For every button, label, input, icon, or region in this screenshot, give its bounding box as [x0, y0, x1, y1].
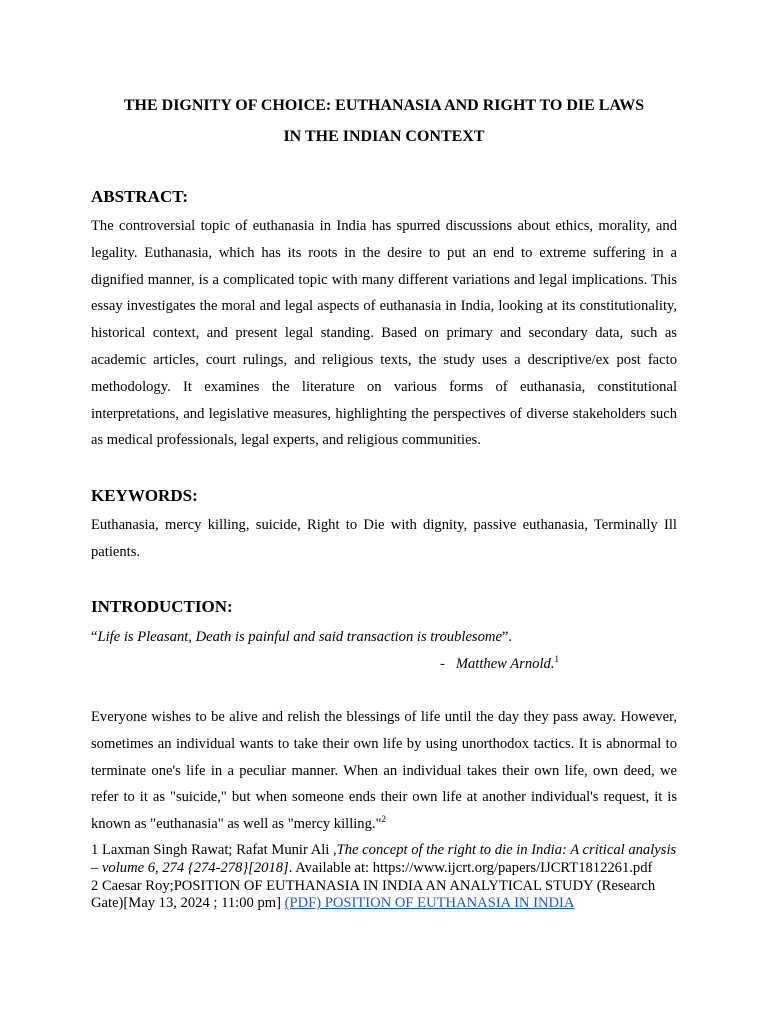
footnote-1-number: 1 [91, 842, 99, 858]
abstract-text: The controversial topic of euthanasia in India has spurred discussions about ethics, morality, and legality. Euthanasia, which has its roots in the desire to put an end to extreme suffering in a dignified manner, is a complicated topic with many different variations and legal implications. This essay investigates the moral and legal aspects of euthanasia in India, looking at its constitutionality, historical context, and present legal standing. Based on primary and secondary data, such as academic articles, court rulings, and religious texts, the study uses a descriptive/ex post facto methodology. It examines the literature on various forms of euthanasia, constitutional interpretations, and legislative measures, highlighting the perspectives of diverse stakeholders such as medical professionals, legal experts, and religious communities. [91, 218, 677, 449]
introduction-heading: INTRODUCTION: [91, 597, 233, 616]
footnote-1-authors: Laxman Singh Rawat; Rafat Munir Ali , [101, 842, 337, 858]
quote-text: Life is Pleasant, Death is painful and said transaction is troublesome [97, 629, 502, 645]
quote-close: ”. [501, 629, 513, 645]
document-title [91, 90, 677, 152]
keywords-text: Euthanasia, mercy killing, suicide, Right to Die with dignity, passive euthanasia, Terminally Ill patients. [91, 517, 677, 560]
footnote-2-number: 2 [91, 877, 99, 894]
title-line-1: THE DIGNITY OF CHOICE: EUTHANASIA AND RIGHT TO DIE LAWS [123, 97, 645, 114]
introduction-paragraph-text: Everyone wishes to be alive and relish the blessings of life until the day they pass away. However, sometimes an individual wants to take their own life by using unorthodox tactics. It is abnormal to terminate one's life in a peculiar manner. When an individual takes their own life, own deed, we refer to it as "suicide," but when someone ends their own life at another individual's request, it is known as "euthanasia" as well as "mercy killing." [91, 709, 677, 833]
title-line-2: IN THE INDIAN CONTEXT [283, 128, 485, 145]
introduction-paragraph [91, 704, 677, 838]
footnote-1-rest: . Available at: https://www.ijcrt.org/papers/IJCRT1812261.pdf [288, 859, 653, 876]
footnote-2-link[interactable]: (PDF) POSITION OF EUTHANASIA IN INDIA [284, 895, 575, 912]
footnote-2 [91, 878, 681, 914]
keywords-heading: KEYWORDS: [91, 486, 198, 505]
epigraph-attribution [440, 654, 559, 674]
footnote-ref-2[interactable]: 2 [381, 814, 386, 825]
abstract-heading: ABSTRACT: [91, 187, 188, 206]
epigraph-quote [91, 627, 677, 647]
footnote-1-work: The concept of the right to die in India: A critical analysis – volume 6, 274 {274-278}[2018] [91, 842, 677, 876]
quote-open: “ [91, 629, 98, 645]
attribution-dash: - [440, 656, 445, 672]
footnotes [91, 842, 681, 913]
footnote-1 [91, 842, 681, 878]
footnote-2-text: Caesar Roy;POSITION OF EUTHANASIA IN INDIA AN ANALYTICAL STUDY (Research Gate)[May 13, 2024 ; 11:00 pm] [91, 877, 656, 912]
footnote-ref-1[interactable]: 1 [554, 654, 559, 665]
attribution-name: Matthew Arnold. [455, 656, 555, 672]
